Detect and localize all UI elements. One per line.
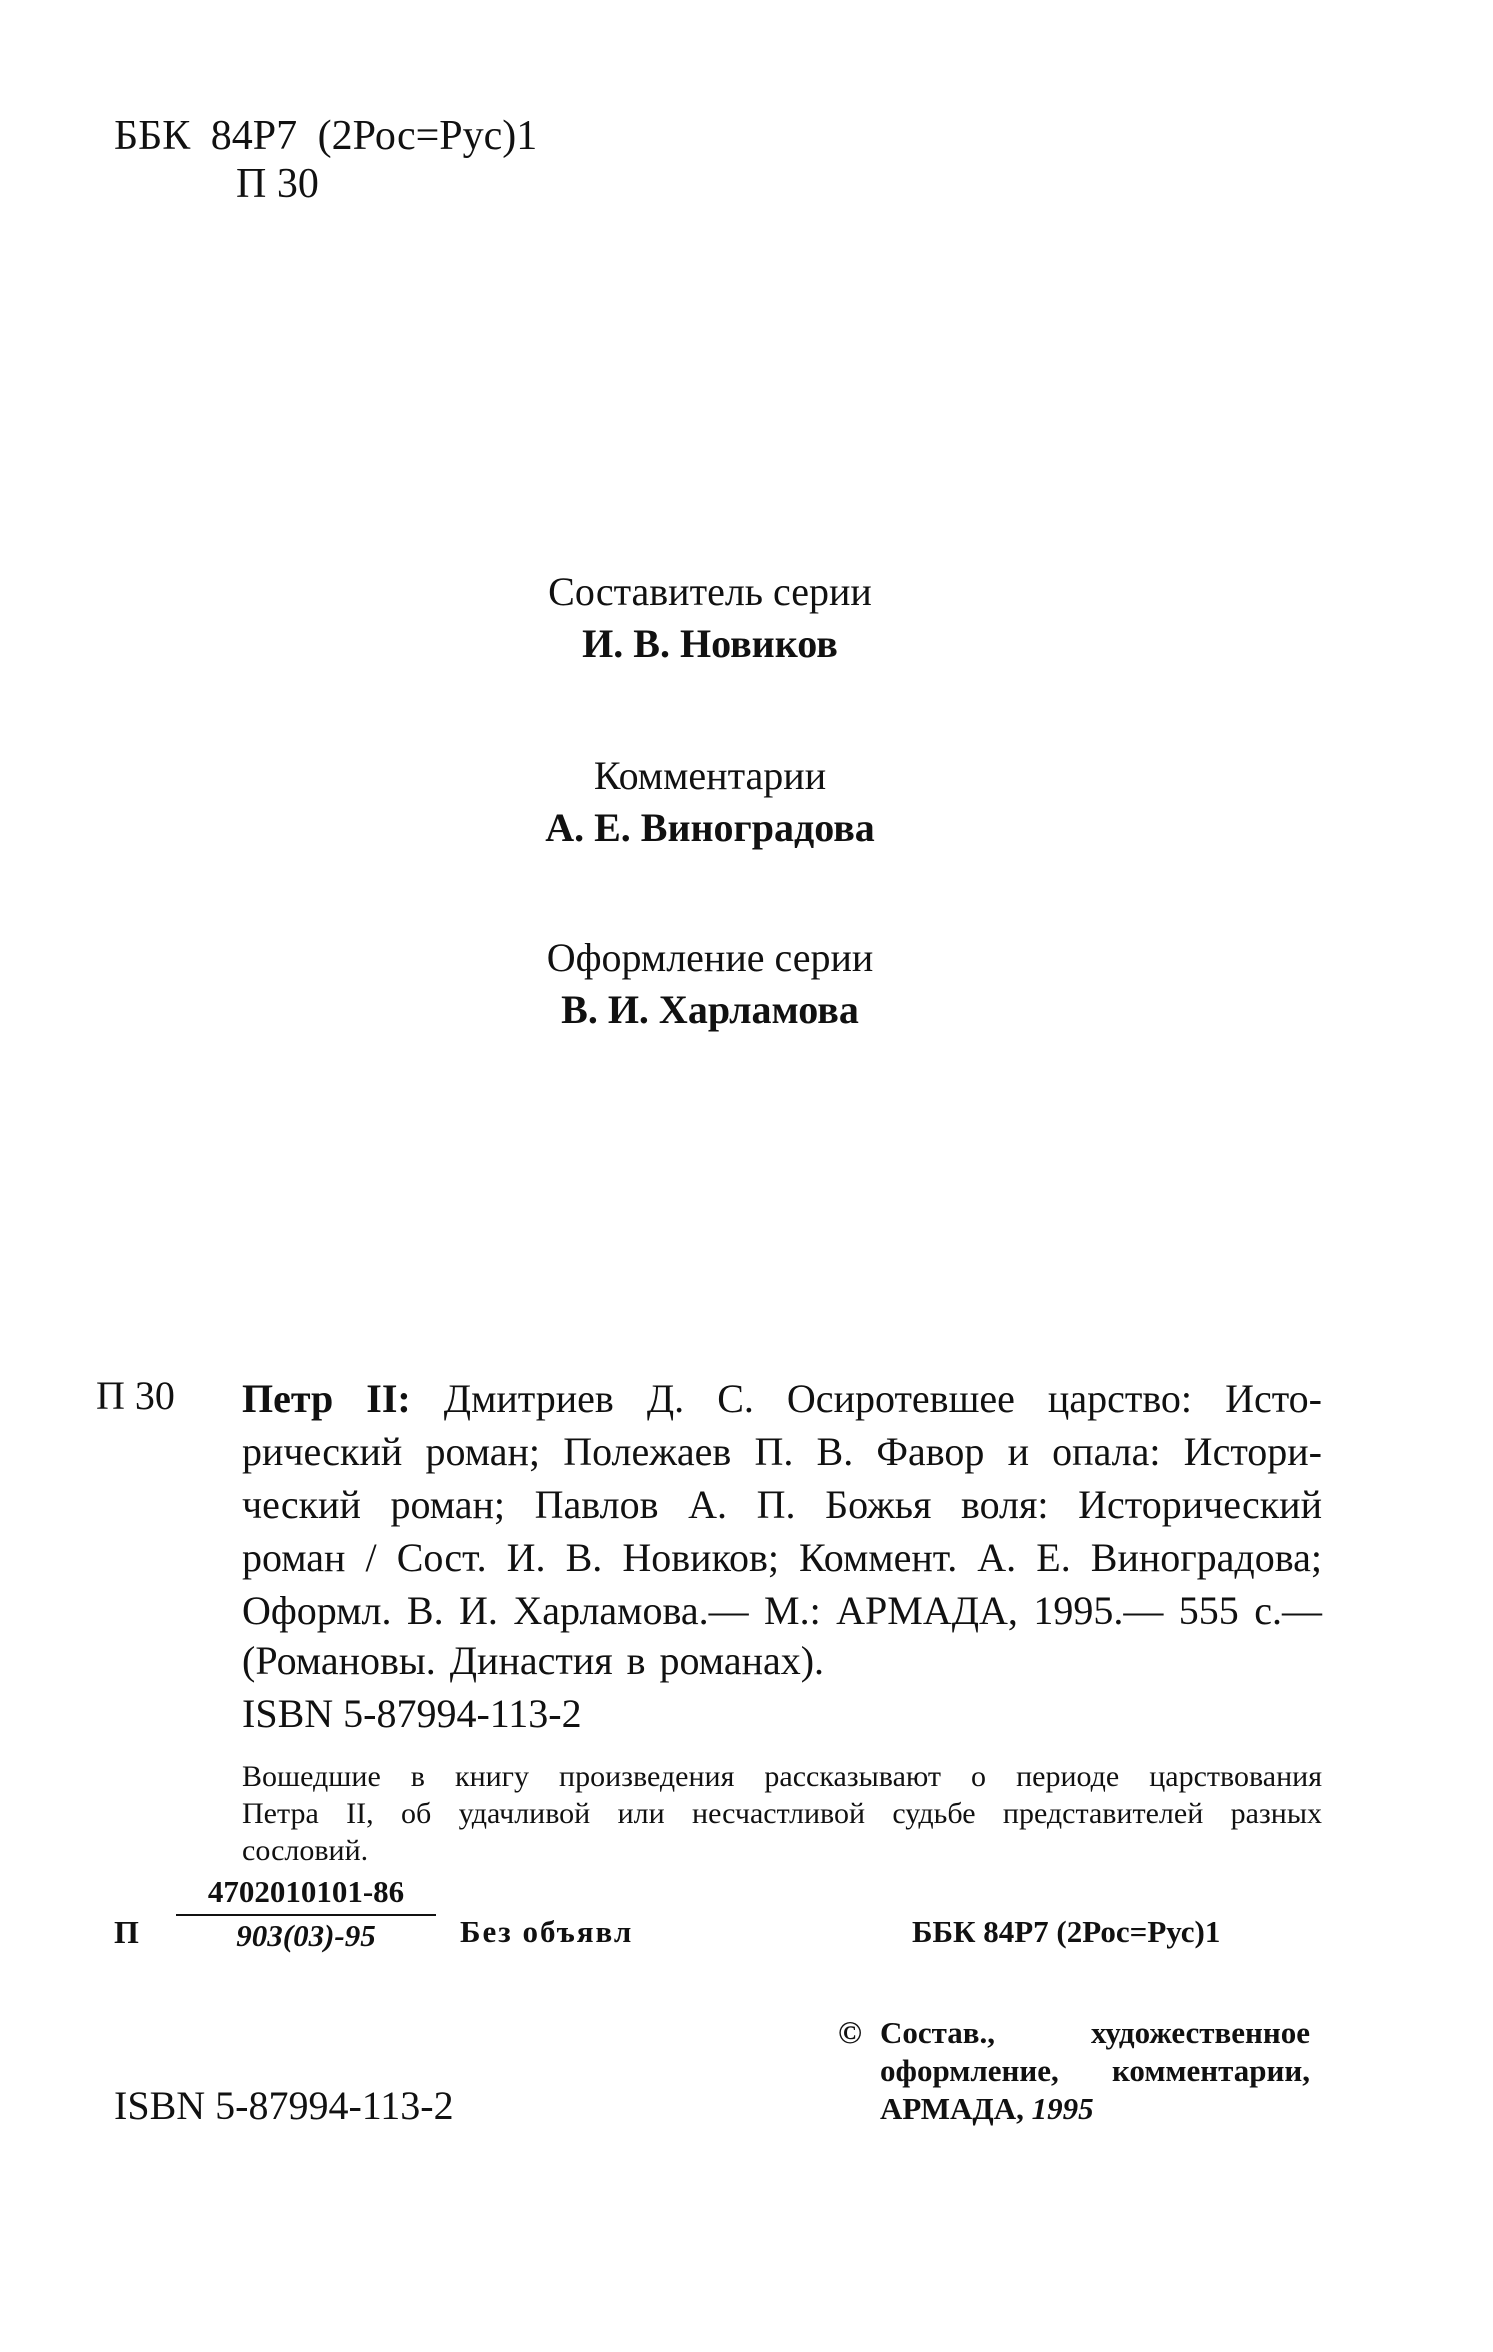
copyright-line-1-b: художественное [1091,2015,1310,2050]
entry-title: Петр II: [242,1376,411,1421]
index-code: П 30 [236,161,319,207]
design-role: Оформление серии [546,935,874,980]
copyright-symbol: © [838,2014,862,2050]
catalog-prefix: П [114,1914,139,1950]
entry-line-3: ческий роман; Павлов А. П. Божья воля: Исторический [242,1482,1322,1527]
copyright-line-1-a: Состав., [880,2015,995,2050]
footer-isbn: ISBN 5-87994-113-2 [114,2083,454,2128]
entry-code: П 30 [96,1373,175,1418]
entry-body [242,1425,1322,1637]
copyright-line-3 [880,2090,1094,2128]
entry-line-4: роман / Сост. И. В. Новиков; Коммент. А. Е. Виноградова; [242,1535,1322,1580]
comments-name: А. Е. Виноградова [545,805,875,850]
catalog-fraction [176,1874,436,1954]
catalog-denominator: 903(03)-95 [236,1918,376,1953]
entry-block [242,1372,1322,1425]
entry-line-1-text: Дмитриев Д. С. Осиротевшее царство: Исто- [443,1376,1322,1421]
entry-line-5: Оформл. В. И. Харламова.— М.: АРМАДА, 1995.— 555 с.— [242,1588,1322,1633]
series-compiler-name: И. В. Новиков [582,621,838,666]
entry-line-1 [242,1372,1322,1425]
bbk-code: ББК 84Р7 (2Рос=Рус)1 [114,113,538,159]
entry-line-6: (Романовы. Династия в романах). [242,1638,825,1683]
design-name: В. И. Харламова [561,987,859,1032]
annotation-line-3: сословий. [242,1834,369,1867]
entry-isbn: ISBN 5-87994-113-2 [242,1691,582,1736]
catalog-bbk: ББК 84Р7 (2Рос=Рус)1 [912,1914,1221,1949]
entry-line-2: рический роман; Полежаев П. В. Фавор и опала: Истори- [242,1429,1322,1474]
comments-role: Комментарии [593,753,827,798]
copyright-publisher: АРМАДА, [880,2091,1024,2126]
annotation [242,1758,1322,1832]
annotation-line-2: Петра II, об удачливой или несчастливой судьбе представителей разных [242,1797,1322,1830]
series-compiler-role: Составитель серии [548,569,872,614]
copyright-year: 1995 [1031,2091,1094,2126]
copyright-block [880,2014,1310,2090]
copyright-line-1 [880,2014,1310,2052]
copyright-line-2: оформление, комментарии, [880,2053,1310,2088]
annotation-line-1: Вошедшие в книгу произведения рассказывают о периоде царствования [242,1760,1322,1793]
catalog-note: Без объявл [460,1914,634,1949]
catalog-numerator: 4702010101-86 [176,1874,436,1916]
